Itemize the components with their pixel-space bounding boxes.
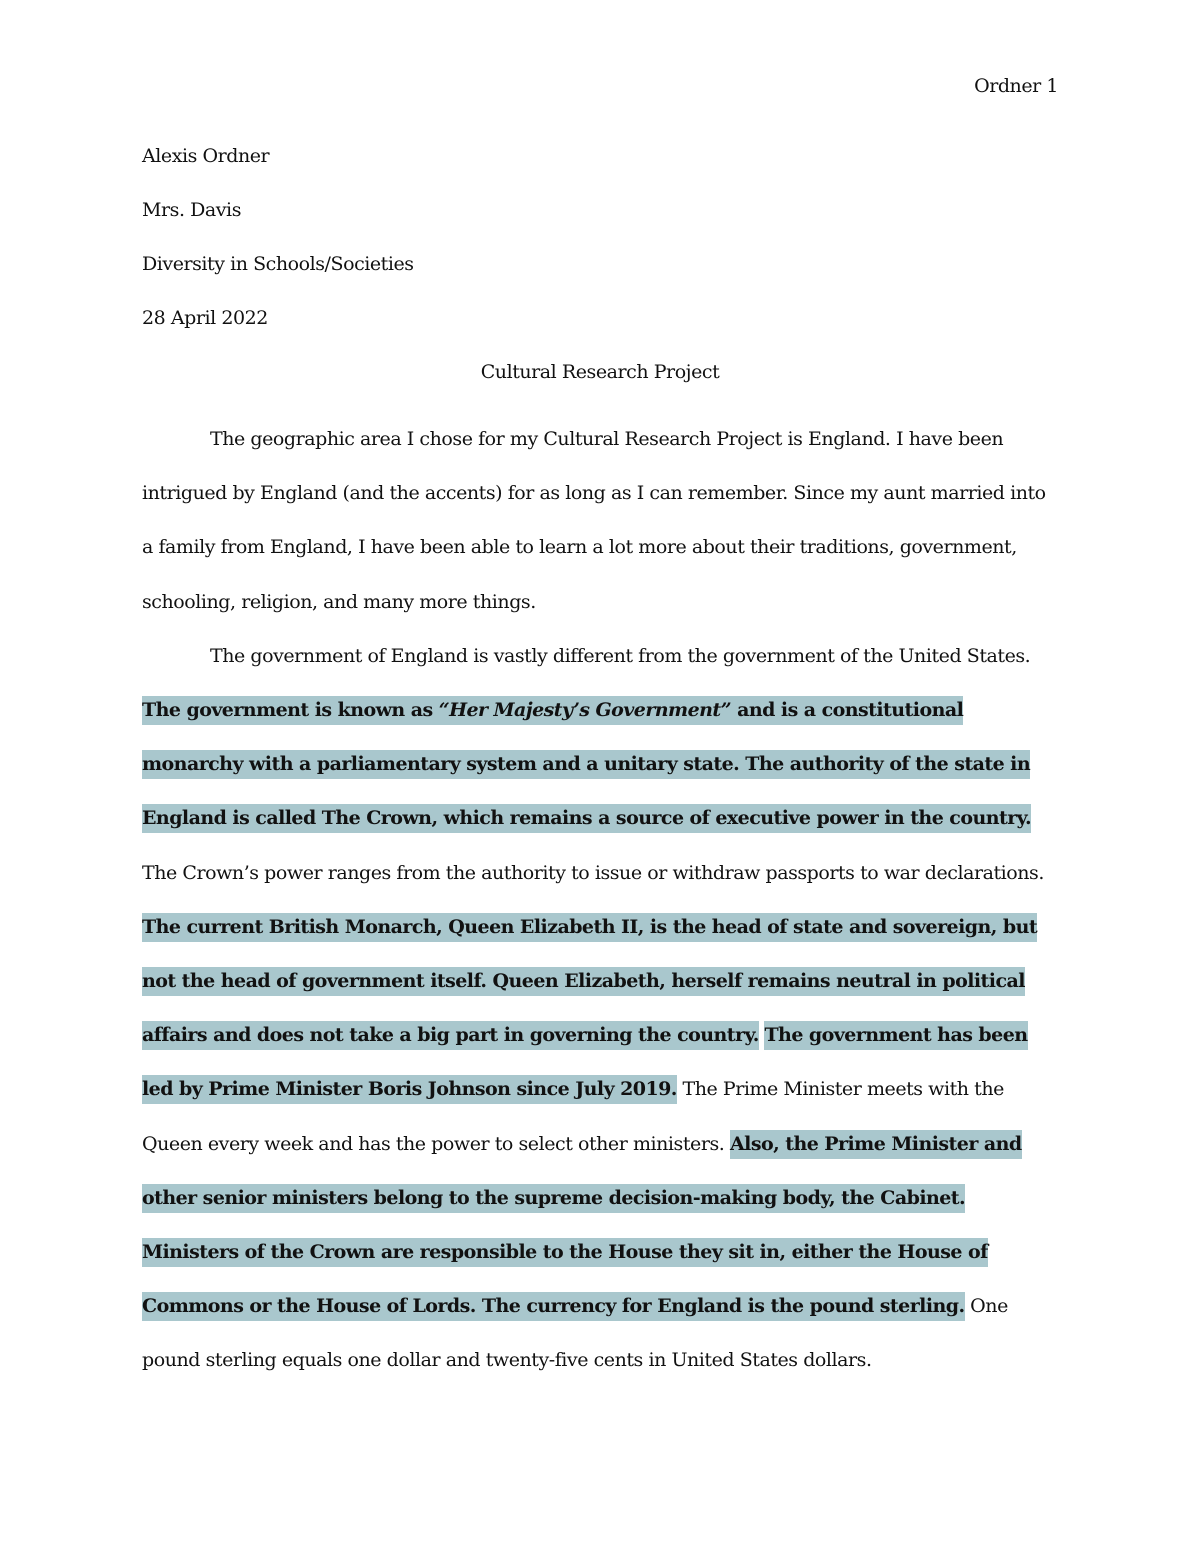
- date-line: 28 April 2022: [142, 307, 268, 329]
- highlighted-italic-text: “Her Majesty’s Government”: [438, 699, 732, 722]
- document-title: Cultural Research Project: [480, 361, 720, 383]
- highlighted-text: [142, 696, 1031, 833]
- highlighted-text: The current British Monarch, Queen Elizabeth II, is the head of state and sovereign, but not the head of government itself. Queen Elizabeth, herself remains neutral in political affairs and does not take a big part in governing the country.: [142, 913, 1037, 1050]
- paragraph-intro: The geographic area I chose for my Cultural Research Project is England. I have been intrigued by England (and the accents) for as long as I can remember. Since my aunt married into a family from England, I have been able to learn a lot more about their traditions, government, schooling, religion, and many more things.: [142, 428, 1046, 613]
- page-header: Ordner 1: [974, 75, 1058, 97]
- body-text: [142, 412, 1058, 1388]
- highlighted-text: The government has been led by Prime Minister Boris Johnson since July 2019.: [142, 1021, 1028, 1104]
- sentence-plain: The government of England is vastly different from the government of the United States.: [210, 644, 1031, 667]
- mla-heading: [142, 142, 1058, 358]
- paragraph-government: [142, 629, 1058, 1388]
- highlighted-text-part: and is a constitutional monarchy with a parliamentary system and a unitary state. The authority of the state in England is called The Crown, which remains a source of executive power in the country.: [142, 699, 1032, 830]
- sentence-plain: One pound sterling equals one dollar and twenty-five cents in United States dollars.: [142, 1295, 1008, 1372]
- sentence-plain: The Crown’s power ranges from the authority to issue or withdraw passports to war declarations.: [142, 861, 1044, 884]
- teacher-name: Mrs. Davis: [142, 199, 241, 221]
- highlighted-text: Ministers of the Crown are responsible to the House they sit in, either the House of Commons or the House of Lords. The currency for England is the pound sterling.: [142, 1238, 988, 1321]
- sentence-plain: The Prime Minister meets with the Queen every week and has the power to select other ministers.: [142, 1078, 1004, 1155]
- highlighted-text: Also, the Prime Minister and other senior ministers belong to the supreme decision-making body, the Cabinet.: [142, 1130, 1022, 1213]
- student-name: Alexis Ordner: [142, 145, 270, 167]
- course-name: Diversity in Schools/Societies: [142, 253, 414, 275]
- highlighted-text-part: The government is known as: [142, 699, 439, 722]
